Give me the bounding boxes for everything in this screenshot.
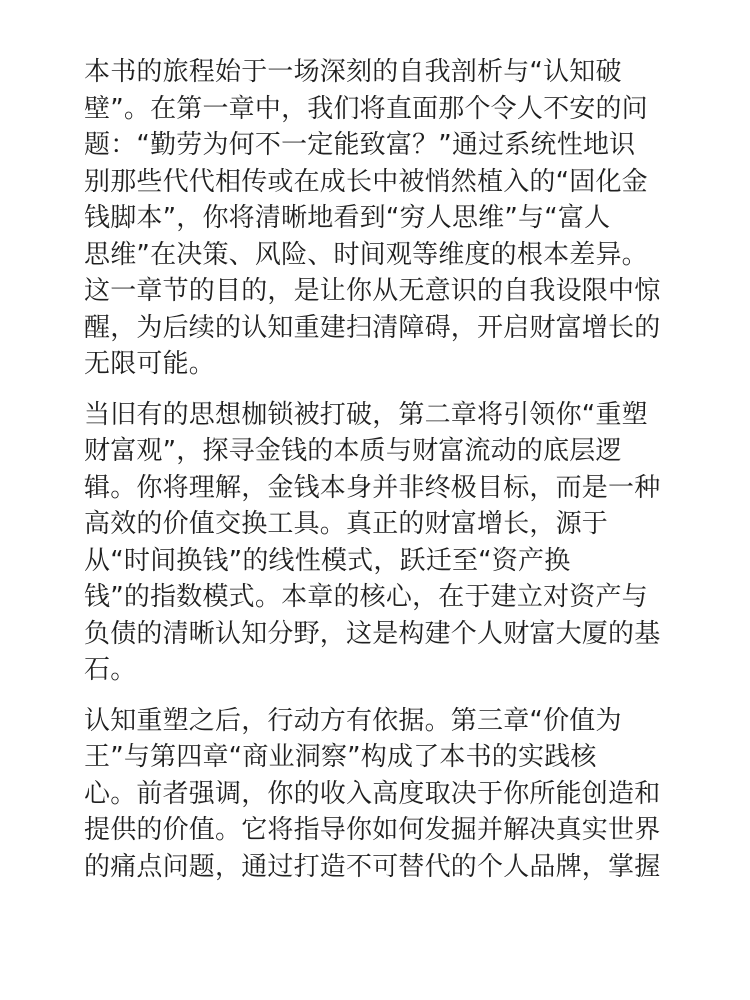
paragraph-line: 别那些代代相传或在成长中被悄然植入的“固化金 bbox=[84, 166, 648, 197]
paragraph-line: 认知重塑之后，行动方有依据。第三章“价值为 bbox=[84, 705, 622, 736]
paragraph-1 bbox=[84, 54, 666, 383]
paragraph-line: 辑。你将理解，金钱本身并非终极目标，而是一种 bbox=[84, 472, 661, 503]
paragraph-line: 无限可能。 bbox=[84, 349, 216, 379]
paragraph-line: 当旧有的思想枷锁被打破，第二章将引领你“重塑 bbox=[84, 399, 648, 430]
paragraph-line: 石。 bbox=[84, 655, 137, 685]
paragraph-line: 本书的旅程始于一场深刻的自我剖析与“认知破 bbox=[84, 57, 622, 87]
paragraph-line: 这一章节的目的，是让你从无意识的自我设限中惊 bbox=[84, 276, 661, 306]
paragraph-line: 从“时间换钱”的线性模式，跃迁至“资产换 bbox=[84, 545, 571, 576]
paragraph-line: 钱脚本”，你将清晰地看到“穷人思维”与“富人 bbox=[84, 203, 611, 233]
paragraph-line: 醒，为后续的认知重建扫清障碍，开启财富增长的 bbox=[84, 312, 661, 343]
paragraph-line: 提供的价值。它将指导你如何发掘并解决真实世界 bbox=[84, 815, 661, 845]
paragraph-3 bbox=[84, 703, 666, 886]
paragraph-2 bbox=[84, 397, 666, 689]
paragraph-line: 壁”。在第一章中，我们将直面那个令人不安的问 bbox=[84, 93, 648, 124]
paragraph-line: 财富观”，探寻金钱的本质与财富流动的底层逻 bbox=[84, 436, 622, 466]
paragraph-line: 心。前者强调，你的收入高度取决于你所能创造和 bbox=[84, 778, 661, 809]
paragraph-line: 高效的价值交换工具。真正的财富增长，源于 bbox=[84, 509, 609, 539]
paragraph-line: 思维”在决策、风险、时间观等维度的根本差异。 bbox=[84, 239, 648, 270]
paragraph-line: 负债的清晰认知分野，这是构建个人财富大厦的基 bbox=[84, 618, 661, 649]
paragraph-line: 题：“勤劳为何不一定能致富？”通过系统性地识 bbox=[84, 130, 636, 160]
paragraph-line: 的痛点问题，通过打造不可替代的个人品牌，掌握 bbox=[84, 851, 661, 882]
paragraph-line: 钱”的指数模式。本章的核心，在于建立对资产与 bbox=[84, 582, 648, 612]
paragraph-line: 王”与第四章“商业洞察”构成了本书的实践核 bbox=[84, 742, 597, 772]
